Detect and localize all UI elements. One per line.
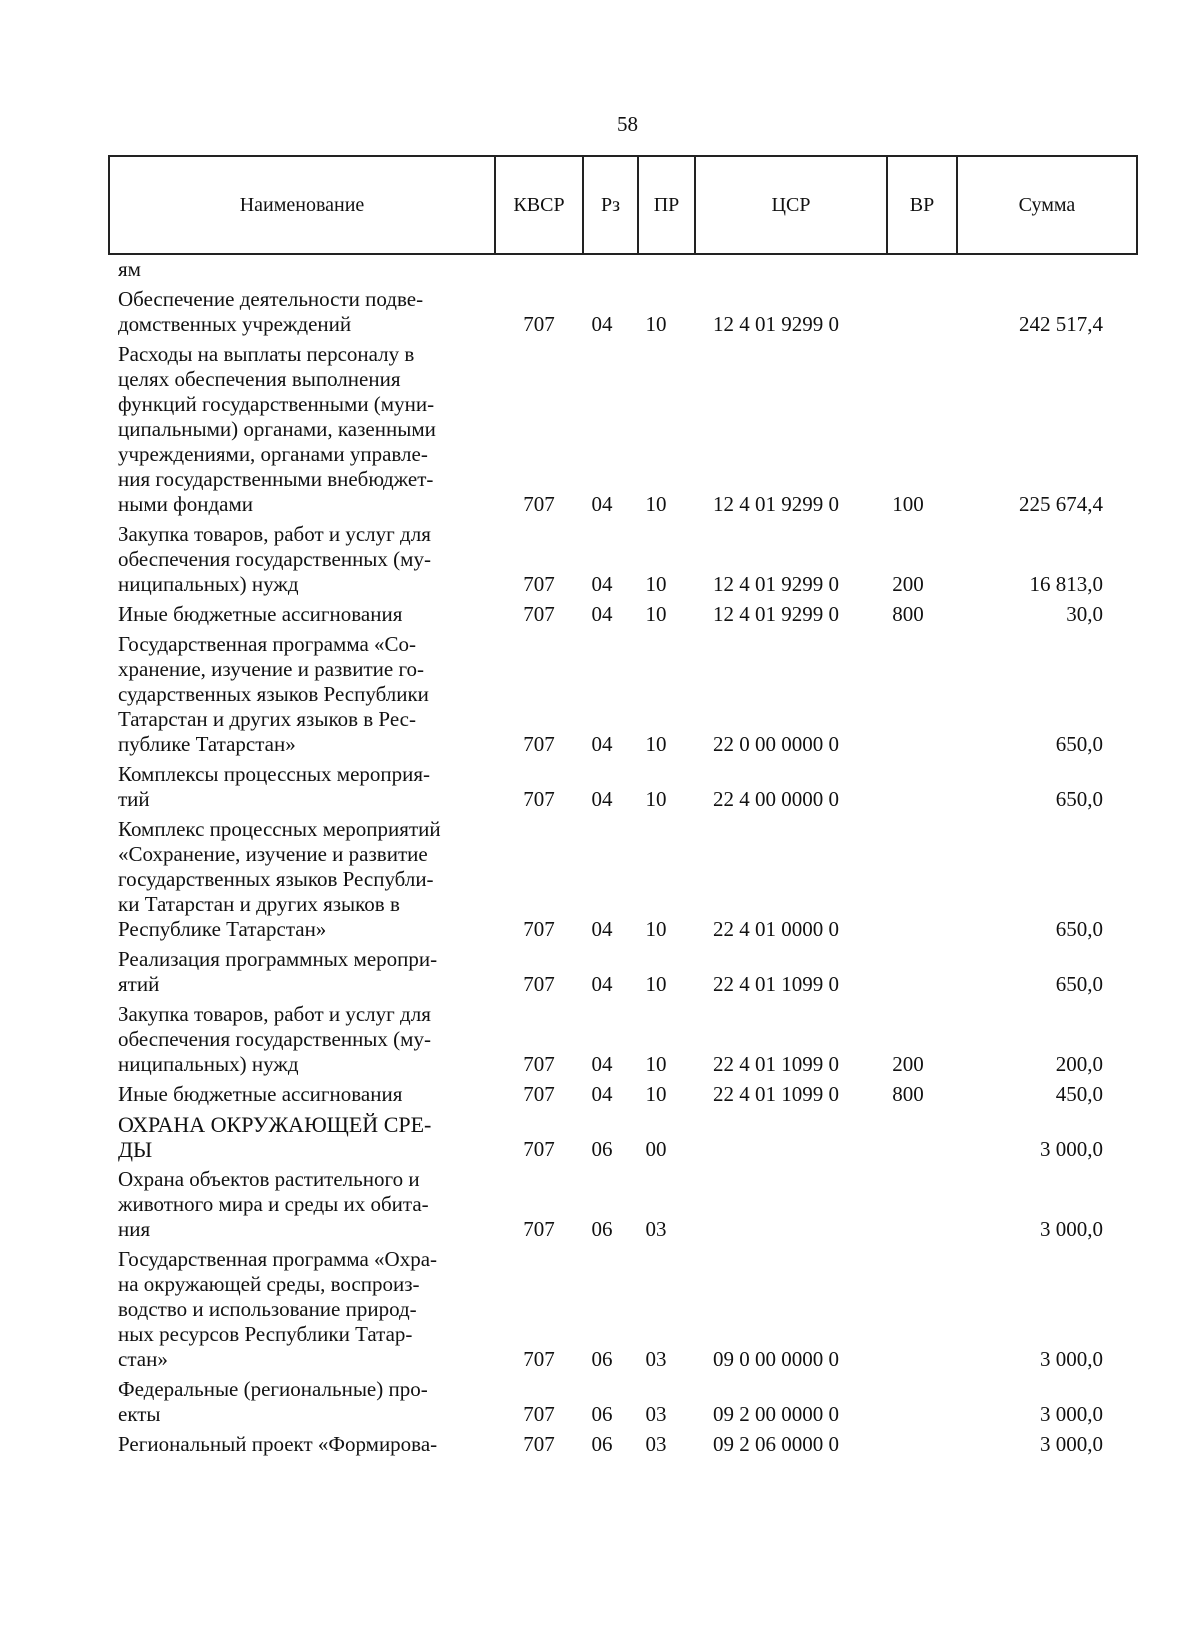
table-row — [118, 1082, 1118, 1107]
cell-sum: 3 000,0 — [1040, 1347, 1103, 1371]
cell-rz: 06 — [591, 1402, 613, 1426]
cell-csr: 12 4 01 9299 0 — [713, 572, 839, 596]
cell-kvsr: 707 — [523, 312, 555, 336]
cell-rz: 06 — [591, 1347, 613, 1371]
table-header — [108, 155, 1138, 255]
cell-csr: 22 4 01 1099 0 — [713, 1052, 839, 1076]
cell-rz: 04 — [591, 312, 613, 336]
cell-sum: 3 000,0 — [1040, 1217, 1103, 1241]
cell-name: Региональный проект «Формирова- — [118, 1432, 438, 1456]
cell-kvsr: 707 — [523, 1052, 555, 1076]
cell-csr: 12 4 01 9299 0 — [713, 312, 839, 336]
cell-csr: 22 4 01 0000 0 — [713, 917, 839, 941]
cell-name: Закупка товаров, работ и услуг для обеспечения государственных (му- ниципальных) нужд — [118, 522, 431, 596]
cell-pr: 10 — [645, 732, 667, 756]
cell-rz: 04 — [591, 572, 613, 596]
cell-name: Комплекс процессных мероприятий «Сохранение, изучение и развитие государственных языков Республи- ки Татарстан и других языков в Республике Татарстан» — [118, 817, 441, 941]
cell-rz: 04 — [591, 972, 613, 996]
cell-rz: 04 — [591, 602, 613, 626]
page-number: 58 — [617, 112, 638, 136]
cell-pr: 10 — [645, 572, 667, 596]
cell-vr: 200 — [892, 1052, 924, 1076]
table-row — [118, 632, 1118, 757]
cell-rz: 06 — [591, 1432, 613, 1456]
cell-pr: 10 — [645, 1052, 667, 1076]
cell-pr: 03 — [645, 1217, 667, 1241]
cell-csr: 12 4 01 9299 0 — [713, 602, 839, 626]
table-row — [118, 817, 1118, 942]
cell-rz: 06 — [591, 1217, 613, 1241]
table-row — [118, 257, 1118, 282]
budget-rows — [118, 257, 1118, 1462]
cell-pr: 10 — [645, 312, 667, 336]
cell-kvsr: 707 — [523, 572, 555, 596]
cell-sum: 3 000,0 — [1040, 1402, 1103, 1426]
cell-kvsr: 707 — [523, 1082, 555, 1106]
table-row — [118, 947, 1118, 997]
cell-kvsr: 707 — [523, 1137, 555, 1161]
cell-pr: 03 — [645, 1347, 667, 1371]
table-row — [118, 1432, 1118, 1457]
header-rz: Рз — [583, 156, 638, 254]
cell-vr: 200 — [892, 572, 924, 596]
cell-name: Обеспечение деятельности подве- домственных учреждений — [118, 287, 424, 336]
cell-rz: 04 — [591, 787, 613, 811]
cell-pr: 10 — [645, 1082, 667, 1106]
table-row — [118, 1167, 1118, 1242]
cell-vr: 800 — [892, 602, 924, 626]
header-kvsr: КВСР — [495, 156, 583, 254]
cell-kvsr: 707 — [523, 602, 555, 626]
cell-name: Федеральные (региональные) про- екты — [118, 1377, 428, 1426]
header-pr: ПР — [638, 156, 695, 254]
cell-kvsr: 707 — [523, 1402, 555, 1426]
table-row — [118, 602, 1118, 627]
cell-csr: 22 4 01 1099 0 — [713, 972, 839, 996]
cell-name: Охрана объектов растительного и животного мира и среды их обита- ния — [118, 1167, 429, 1241]
table-row — [118, 762, 1118, 812]
table-row — [118, 522, 1118, 597]
cell-csr: 22 0 00 0000 0 — [713, 732, 839, 756]
cell-rz: 04 — [591, 917, 613, 941]
cell-pr: 10 — [645, 602, 667, 626]
cell-kvsr: 707 — [523, 732, 555, 756]
cell-pr: 10 — [645, 972, 667, 996]
table-row — [118, 1247, 1118, 1372]
cell-csr: 12 4 01 9299 0 — [713, 492, 839, 516]
table-row — [118, 1002, 1118, 1077]
cell-pr: 03 — [645, 1402, 667, 1426]
cell-name: Государственная программа «Со- хранение, изучение и развитие го- сударственных языков Республики Татарстан и других языков в Рес- публике Татарстан» — [118, 632, 429, 756]
cell-rz: 04 — [591, 492, 613, 516]
cell-sum: 16 813,0 — [1029, 572, 1103, 596]
cell-sum: 650,0 — [1055, 732, 1103, 756]
cell-csr: 09 2 06 0000 0 — [713, 1432, 839, 1456]
cell-csr: 09 2 00 0000 0 — [713, 1402, 839, 1426]
cell-name: ОХРАНА ОКРУЖАЮЩЕЙ СРЕ- ДЫ — [118, 1112, 432, 1162]
table-row — [118, 1377, 1118, 1427]
cell-sum: 650,0 — [1055, 917, 1103, 941]
cell-kvsr: 707 — [523, 1347, 555, 1371]
cell-name: Иные бюджетные ассигнования — [118, 602, 403, 626]
cell-csr: 22 4 00 0000 0 — [713, 787, 839, 811]
cell-vr: 800 — [892, 1082, 924, 1106]
cell-rz: 04 — [591, 1082, 613, 1106]
cell-vr: 100 — [892, 492, 924, 516]
cell-kvsr: 707 — [523, 972, 555, 996]
table-row — [118, 287, 1118, 337]
cell-sum: 3 000,0 — [1040, 1432, 1103, 1456]
cell-sum: 650,0 — [1055, 972, 1103, 996]
cell-pr: 10 — [645, 917, 667, 941]
cell-pr: 00 — [645, 1137, 667, 1161]
cell-rz: 04 — [591, 732, 613, 756]
table-row — [118, 342, 1118, 517]
cell-sum: 650,0 — [1055, 787, 1103, 811]
cell-sum: 3 000,0 — [1040, 1137, 1103, 1161]
cell-name: ям — [118, 257, 141, 281]
cell-rz: 06 — [591, 1137, 613, 1161]
cell-sum: 200,0 — [1055, 1052, 1103, 1076]
cell-kvsr: 707 — [523, 1432, 555, 1456]
cell-sum: 450,0 — [1055, 1082, 1103, 1106]
cell-kvsr: 707 — [523, 787, 555, 811]
cell-name: Расходы на выплаты персоналу в целях обеспечения выполнения функций государственными (муни- ципальными) органами, казенными учреждениями, органами управле- ния государственными внебюджет- ными фондами — [118, 342, 436, 516]
cell-kvsr: 707 — [523, 492, 555, 516]
cell-name: Государственная программа «Охра- на окружающей среды, воспроиз- водство и использование природ- ных ресурсов Республики Татар- стан» — [118, 1247, 438, 1371]
header-name: Наименование — [109, 156, 495, 254]
cell-pr: 03 — [645, 1432, 667, 1456]
header-sum: Сумма — [957, 156, 1137, 254]
cell-kvsr: 707 — [523, 917, 555, 941]
header-vr: ВР — [887, 156, 957, 254]
cell-name: Закупка товаров, работ и услуг для обеспечения государственных (му- ниципальных) нужд — [118, 1002, 431, 1076]
header-csr: ЦСР — [695, 156, 887, 254]
cell-name: Иные бюджетные ассигнования — [118, 1082, 403, 1106]
cell-csr: 22 4 01 1099 0 — [713, 1082, 839, 1106]
cell-name: Комплексы процессных мероприя- тий — [118, 762, 431, 811]
cell-sum: 242 517,4 — [1019, 312, 1103, 336]
cell-sum: 30,0 — [1066, 602, 1103, 626]
cell-rz: 04 — [591, 1052, 613, 1076]
cell-name: Реализация программных меропри- ятий — [118, 947, 438, 996]
cell-pr: 10 — [645, 787, 667, 811]
cell-sum: 225 674,4 — [1019, 492, 1103, 516]
cell-kvsr: 707 — [523, 1217, 555, 1241]
cell-pr: 10 — [645, 492, 667, 516]
table-row — [118, 1112, 1118, 1162]
cell-csr: 09 0 00 0000 0 — [713, 1347, 839, 1371]
